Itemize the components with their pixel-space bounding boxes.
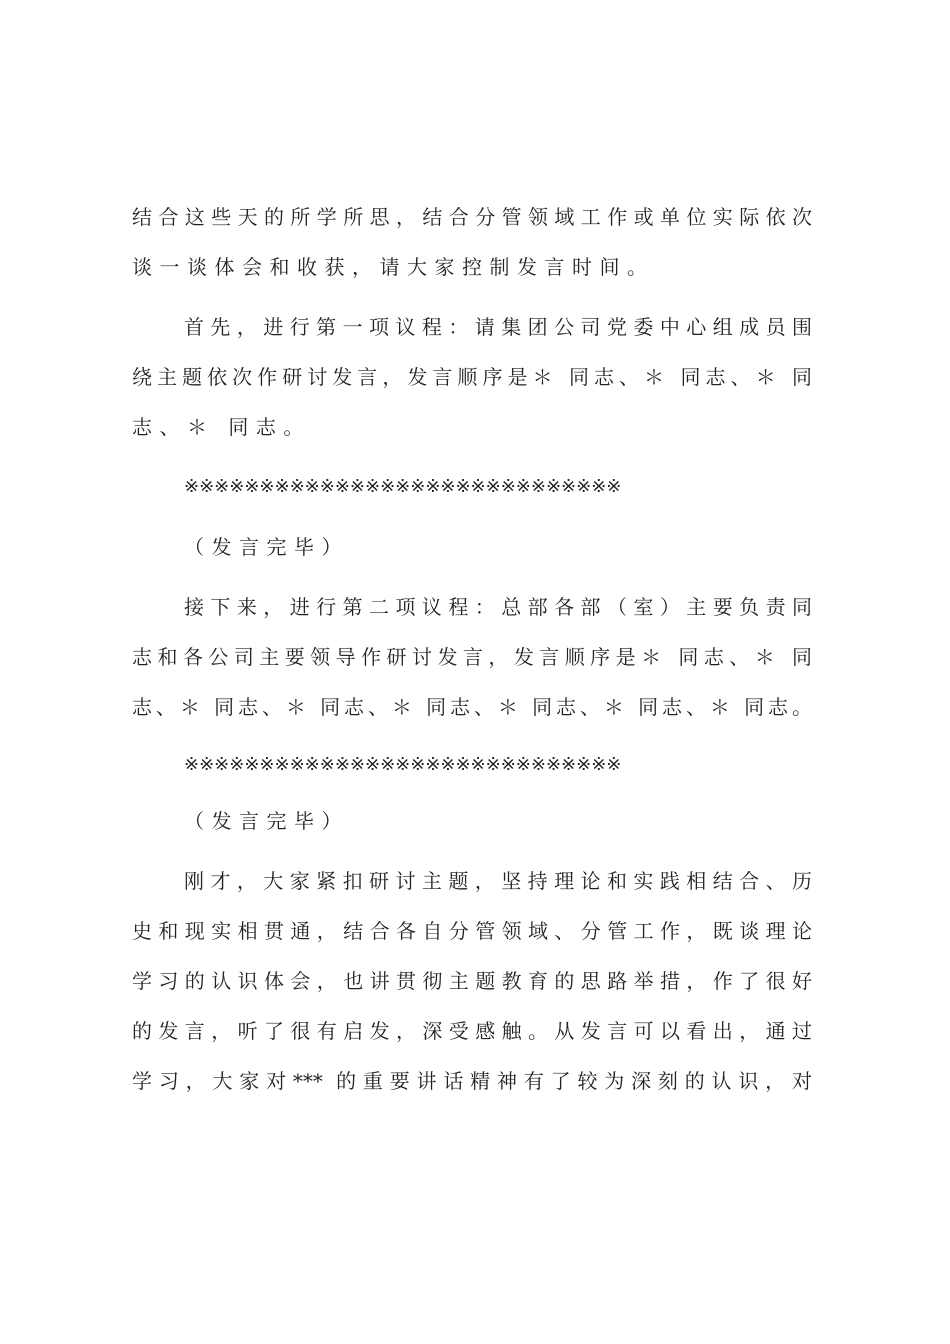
paragraph-line: 学习，大家对*** 的重要讲话精神有了较为深刻的认识，对 — [132, 1069, 812, 1093]
paragraph-line: 学习的认识体会，也讲贯彻主题教育的思路举措，作了很好 — [132, 969, 812, 993]
paragraph-line: 刚才，大家紧扣研讨主题，坚持理论和实践相结合、历 — [184, 869, 812, 893]
separator-marks: ※※※※※※※※※※※※※※※※※※※※※※※※※※※※※ — [184, 754, 622, 775]
paragraph-line: 志和各公司主要领导作研讨发言，发言顺序是＊ 同志、＊ 同 — [132, 645, 812, 669]
paragraph-line: 首先，进行第一项议程：请集团公司党委中心组成员围 — [184, 315, 812, 339]
paragraph-line: 史和现实相贯通，结合各自分管领域、分管工作，既谈理论 — [132, 919, 812, 943]
paragraph-line: 的发言，听了很有启发，深受感触。从发言可以看出，通过 — [132, 1019, 812, 1043]
paragraph-line: 结合这些天的所学所思，结合分管领域工作或单位实际依次 — [132, 205, 812, 229]
paragraph-line: 绕主题依次作研讨发言，发言顺序是＊ 同志、＊ 同志、＊ 同 — [132, 365, 812, 389]
speech-finished-note: （发言完毕） — [184, 809, 349, 833]
speech-finished-note: （发言完毕） — [184, 535, 349, 559]
paragraph-line: 志、＊ 同志、＊ 同志、＊ 同志、＊ 同志、＊ 同志、＊ 同志。 — [132, 695, 812, 719]
paragraph-line: 接下来，进行第二项议程：总部各部（室）主要负责同 — [184, 595, 812, 619]
separator-marks: ※※※※※※※※※※※※※※※※※※※※※※※※※※※※※ — [184, 476, 622, 497]
paragraph-line: 志、＊ 同志。 — [132, 415, 311, 439]
paragraph-line: 谈一谈体会和收获，请大家控制发言时间。 — [132, 255, 655, 279]
